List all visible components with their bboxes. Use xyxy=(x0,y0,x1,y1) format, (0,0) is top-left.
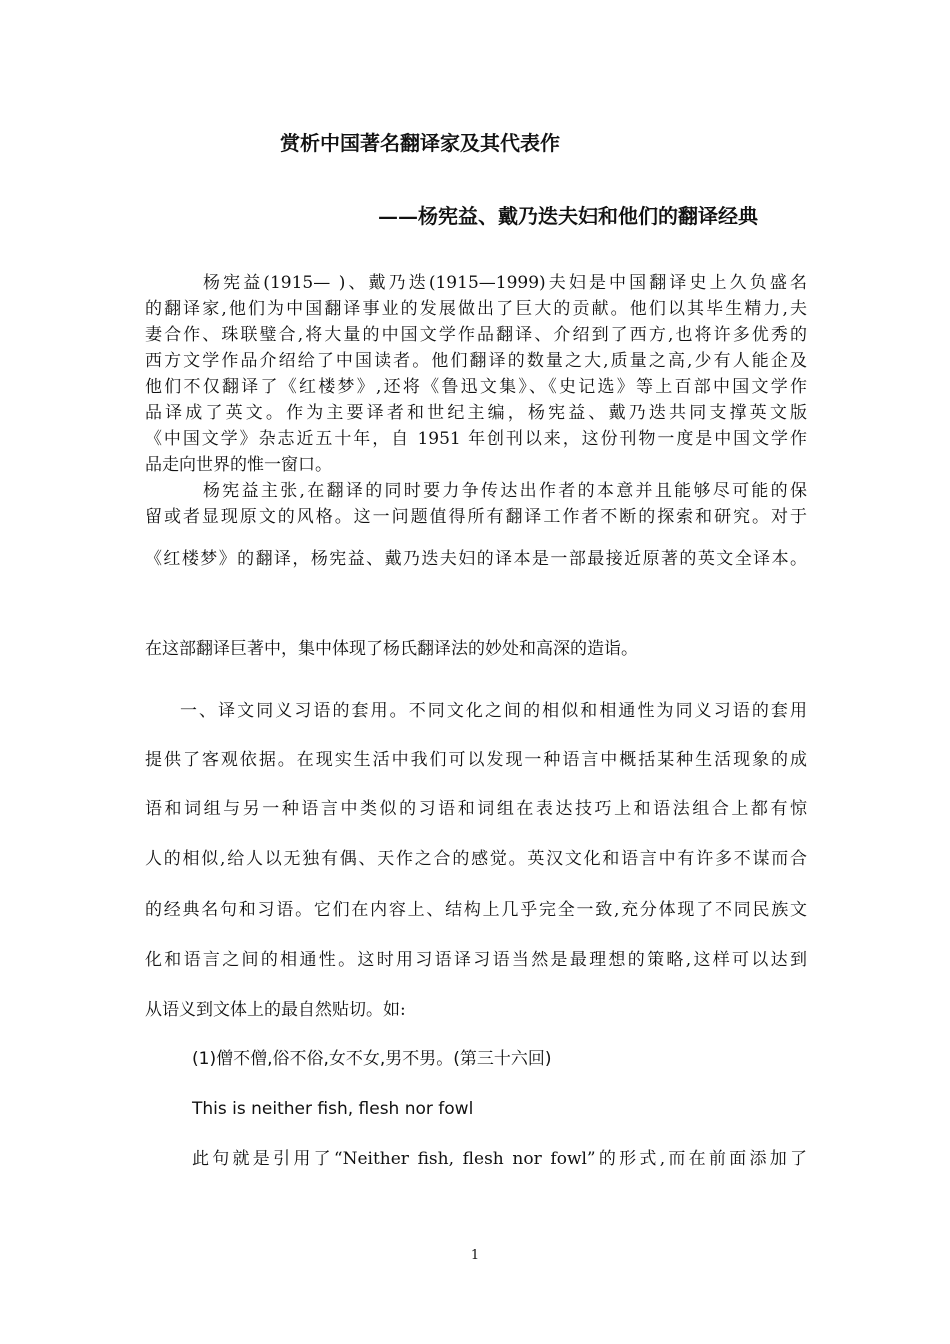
page-number: 1 xyxy=(470,1248,480,1263)
text-line: 的经典名句和习语。它们在内容上、结构上几乎完全一致,充分体现了不同民族文 xyxy=(145,900,807,920)
paragraph-intro xyxy=(145,270,807,478)
text-line: 杨宪益(1915— )、戴乃迭(1915—1999)夫妇是中国翻译史上久负盛名 xyxy=(203,273,807,293)
text-line: 提供了客观依据。在现实生活中我们可以发现一种语言中概括某种生活现象的成 xyxy=(145,750,807,770)
text-line: 品译成了英文。作为主要译者和世纪主编，杨宪益、戴乃迭共同支撑英文版 xyxy=(145,403,807,423)
document-subtitle: ——杨宪益、戴乃迭夫妇和他们的翻译经典 xyxy=(378,204,758,228)
text-line: 他们不仅翻译了《红楼梦》,还将《鲁迅文集》、《史记选》等上百部中国文学作 xyxy=(145,377,807,397)
text-line: 化和语言之间的相通性。这时用习语译习语当然是最理想的策略,这样可以达到 xyxy=(145,950,807,970)
text-line: 的翻译家,他们为中国翻译事业的发展做出了巨大的贡献。他们以其毕生精力,夫 xyxy=(145,299,807,319)
paragraph-view xyxy=(145,478,807,530)
text-line: 《中国文学》杂志近五十年，自 1951 年创刊以来，这份刊物一度是中国文学作 xyxy=(145,429,807,449)
example-note xyxy=(192,1147,807,1171)
text-line: 一、译文同义习语的套用。不同文化之间的相似和相通性为同义习语的套用 xyxy=(180,701,807,721)
text-line: 品走向世界的惟一窗口。 xyxy=(145,455,332,475)
example-note-text: 此句就是引用了“Neither fish, flesh nor fowl”的形式,而在前面添加了 xyxy=(192,1149,807,1169)
example-chinese: (1)僧不僧,俗不俗,女不女,男不男。(第三十六回) xyxy=(192,1049,552,1069)
text-line: 杨宪益主张,在翻译的同时要力争传达出作者的本意并且能够尽可能的保 xyxy=(203,481,807,501)
text-line: 从语义到文体上的最自然贴切。如: xyxy=(145,1000,406,1020)
text-line: 人的相似,给人以无独有偶、天作之合的感觉。英汉文化和语言中有许多不谋而合 xyxy=(145,849,807,869)
text-line: 留或者显现原文的风格。这一问题值得所有翻译工作者不断的探索和研究。对于 xyxy=(145,507,807,527)
document-title: 赏析中国著名翻译家及其代表作 xyxy=(280,131,560,155)
text-line: 《红楼梦》的翻译，杨宪益、戴乃迭夫妇的译本是一部最接近原著的英文全译本。 xyxy=(145,549,807,569)
text-line: 妻合作、珠联璧合,将大量的中国文学作品翻译、介绍到了西方,也将许多优秀的 xyxy=(145,325,807,345)
text-line: 在这部翻译巨著中，集中体现了杨氏翻译法的妙处和高深的造诣。 xyxy=(145,639,638,659)
text-line: 西方文学作品介绍给了中国读者。他们翻译的数量之大,质量之高,少有人能企及 xyxy=(145,351,807,371)
example-english: This is neither fish, flesh nor fowl xyxy=(192,1099,474,1119)
text-line: 语和词组与另一种语言中类似的习语和词组在表达技巧上和语法组合上都有惊 xyxy=(145,799,807,819)
